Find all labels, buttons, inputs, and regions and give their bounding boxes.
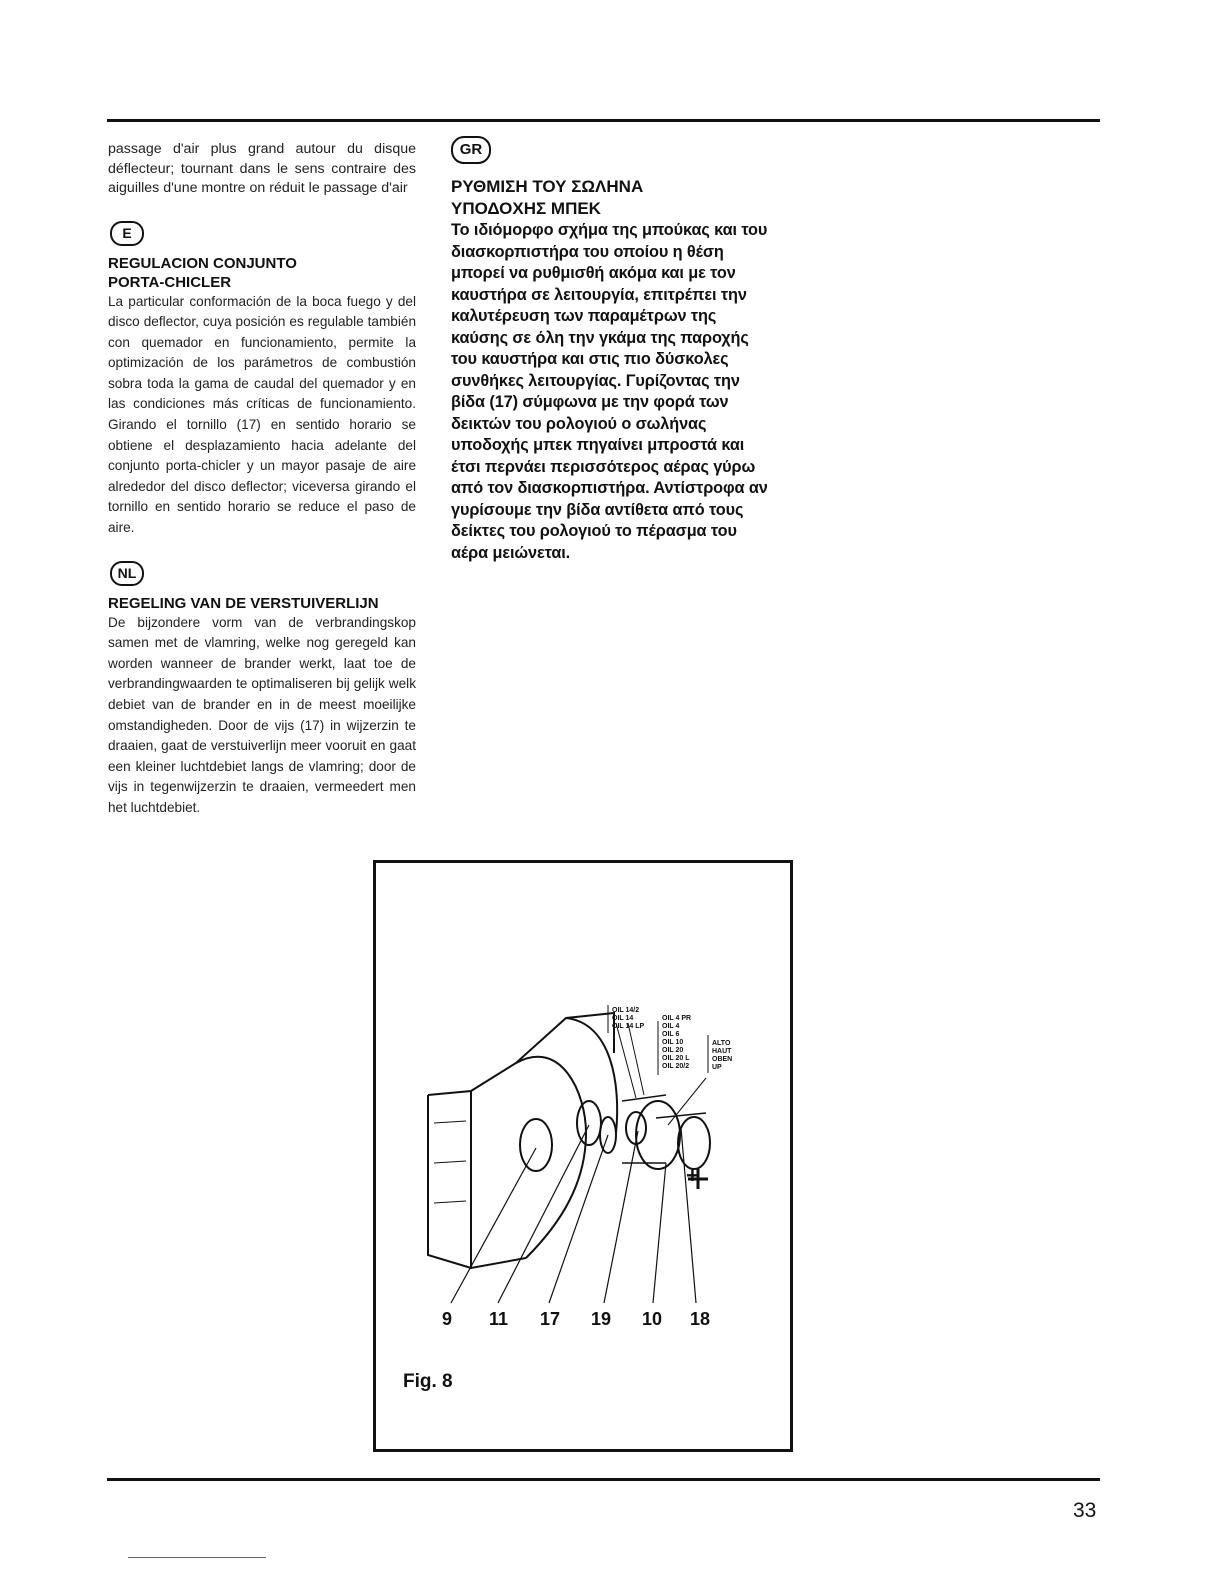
footer-link-underline [128, 1557, 266, 1558]
greek-heading-line1: ΡΥΘΜΙΣΗ ΤΟΥ ΣΩΛΗΝΑ [451, 177, 644, 196]
top-rule [107, 119, 1100, 122]
callout-19: 19 [591, 1309, 612, 1329]
dutch-body-text: De bijzondere vorm van de verbrandingskop samen met de vlamring, welke nog geregeld kan worden wanneer de brander werkt, laat toe de verbrandingwaarden te optimaliseren bij gelijk welk debiet van de brander en in de meest moeilijke omstandigheden. Door de vijs (17) in wijzerzin te draaien, gaat de verstuiverlijn meer vooruit en gaat een kleiner luchtdebiet langs de vlamring; door de vijs in tegenwijzerzin te draaien, vermeedert men het luchtdebiet. [108, 614, 416, 815]
greek-heading-line2: ΥΠΟΔΟΧΗΣ ΜΠΕΚ [451, 199, 601, 218]
spanish-heading-line2: PORTA-CHICLER [108, 273, 232, 291]
scale-label-oil-4: OIL 4 [662, 1023, 680, 1030]
plus-sign-label: + [686, 1163, 699, 1188]
callout-11: 11 [489, 1309, 509, 1329]
spanish-body-text: La particular conformación de la boca fuego y del disco deflector, cuya posición es regulable también con quemador en funcionamiento, permite la optimización de los parámetros de combustión sobra toda la gama de caudal del quemador y en las condiciones más críticas de funcionamiento. Girando el tornillo (17) en sentido horario se obtiene el desplazamiento hacia adelante del conjunto porta-chicler y un mayor pasaje de aire alrededor del disco deflector; viceversa girando el tornillo en sentido horario se reduce el paso de aire. [108, 293, 416, 536]
left-column [108, 140, 416, 819]
language-badge-spanish: E [110, 221, 144, 246]
scale-label-oil-20-2: OIL 20/2 [662, 1063, 690, 1070]
spanish-heading-line1: REGULACION CONJUNTO [108, 254, 297, 272]
scale-label-oil-4-pr: OIL 4 PR [662, 1015, 692, 1022]
language-badge-greek: GR [451, 136, 491, 164]
burner-head-illustration [376, 863, 790, 1449]
figure-caption: Fig. 8 [403, 1371, 453, 1392]
direction-label-alto: ALTO [712, 1040, 731, 1047]
dutch-heading: REGELING VAN DE VERSTUIVERLIJN [108, 594, 379, 612]
callout-10: 10 [642, 1309, 663, 1329]
figure-8-box [373, 860, 793, 1452]
scale-label-oil-14-2: OIL 14/2 [612, 1007, 640, 1014]
scale-label-oil-20-l: OIL 20 L [662, 1055, 690, 1062]
scale-label-oil-14: OIL 14 [612, 1015, 634, 1022]
scale-label-oil-10: OIL 10 [662, 1039, 684, 1046]
direction-label-up: UP [712, 1064, 722, 1071]
page-number: 33 [1073, 1499, 1097, 1522]
french-continuation-text: passage d'air plus grand autour du disque déflecteur; tournant dans le sens contraire des aiguilles d'une montre on réduit le passage d'air [108, 141, 416, 196]
direction-label-oben: OBEN [712, 1056, 733, 1063]
right-column [451, 136, 771, 564]
bottom-rule [107, 1478, 1100, 1481]
callout-18: 18 [690, 1309, 711, 1329]
callout-9: 9 [442, 1309, 453, 1329]
language-badge-dutch: NL [110, 561, 144, 586]
scale-label-oil-14-lp: OIL 14 LP [612, 1023, 645, 1030]
greek-body-text: Το ιδιόμορφο σχήμα της μπούκας και του διασκορπιστήρα του οποίου η θέση μπορεί να ρυθμισθή ακόμα και με τον καυστήρα σε λειτουργία, επιτρέπει την καλυτέρευση των παραμέτρων της καύσης σε όλη την γκάμα της παροχής του καυστήρα και στις πιο δύσκολες συνθήκες λειτουργίας. Γυρίζοντας την βίδα (17) σύμφωνα με την φορά των δεικτών του ρολογιού ο σωλήνας υποδοχής μπεκ πηγαίνει μπροστά και έτσι περνάει περισσότερος αέρας γύρω από τον διασκορπιστήρα. Αντίστροφα αν γυρίσουμε την βίδα αντίθετα από τους δείκτες του ρολογιού το πέρασμα του αέρα μειώνεται. [451, 221, 768, 562]
scale-label-oil-20: OIL 20 [662, 1047, 684, 1054]
callout-17: 17 [540, 1309, 561, 1329]
scale-label-oil-6: OIL 6 [662, 1031, 680, 1038]
direction-label-haut: HAUT [712, 1048, 732, 1055]
